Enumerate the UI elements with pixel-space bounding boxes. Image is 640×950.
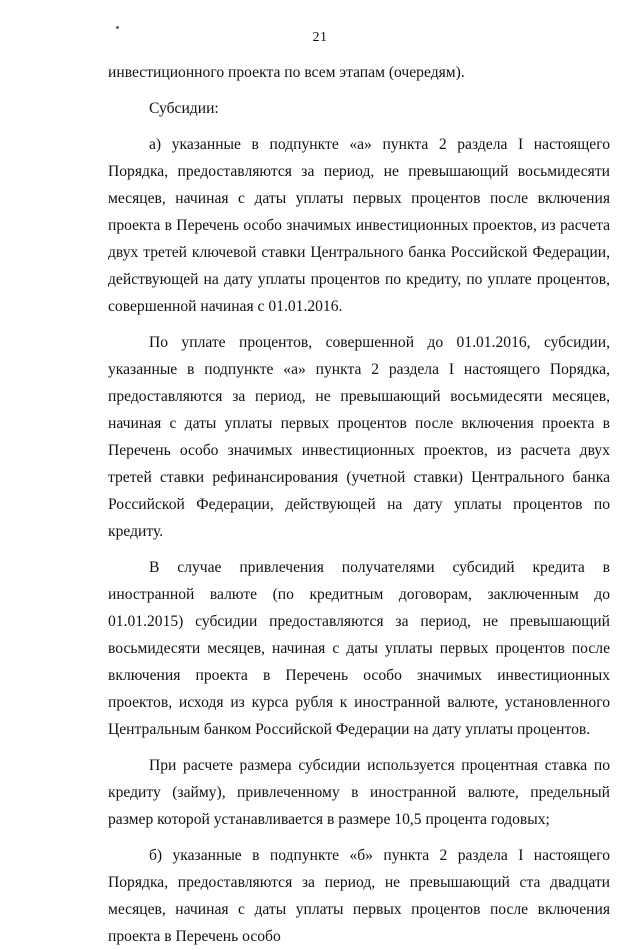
page-number: 21 — [312, 30, 328, 45]
scan-dot — [116, 26, 119, 29]
paragraph-foreign-currency: В случае привлечения получателями субсидий кредита в иностранной валюте (по кредитным договорам, заключенным до 01.01.2015) субсидии предоставляются за период, не превышающий восьмидесяти месяцев, начиная с даты уплаты первых процентов после включения проекта в Перечень особо значимых инвестиционных проектов, исходя из курса рубля к иностранной валюте, установленного Центральным банком Российской Федерации на дату уплаты процентов. — [108, 559, 610, 738]
paragraph-interest-rate: При расчете размера субсидии используется процентная ставка по кредиту (займу), привлеченному в иностранной валюте, предельный размер которой устанавливается в размере 10,5 процента годовых; — [108, 757, 610, 828]
paragraph-subsidy-a: а) указанные в подпункте «а» пункта 2 раздела I настоящего Порядка, предоставляются за период, не превышающий восьмидесяти месяцев, начиная с даты уплаты первых процентов после включения проекта в Перечень особо значимых инвестиционных проектов, из расчета двух третей ключевой ставки Центрального банка Российской Федерации, действующей на дату уплаты процентов по кредиту, по уплате процентов, совершенной начиная с 01.01.2016. — [108, 136, 610, 315]
paragraph-before-2016: По уплате процентов, совершенной до 01.01.2016, субсидии, указанные в подпункте «а» пункта 2 раздела I настоящего Порядка, предоставляются за период, не превышающий восьмидесяти месяцев, начиная с даты уплаты первых процентов после включения проекта в Перечень особо значимых инвестиционных проектов, из расчета двух третей ставки рефинансирования (учетной ставки) Центрального банка Российской Федерации, действующей на дату уплаты процентов по кредиту. — [108, 334, 610, 540]
paragraph-subsidies-heading: Субсидии: — [149, 100, 219, 117]
paragraph-subsidy-b: б) указанные в подпункте «б» пункта 2 раздела I настоящего Порядка, предоставляются за период, не превышающий ста двадцати месяцев, начиная с даты уплаты первых процентов после включения проекта в Перечень особо — [108, 847, 610, 945]
document-body — [108, 59, 610, 950]
paragraph-continuation: инвестиционного проекта по всем этапам (очередям). — [108, 64, 465, 81]
